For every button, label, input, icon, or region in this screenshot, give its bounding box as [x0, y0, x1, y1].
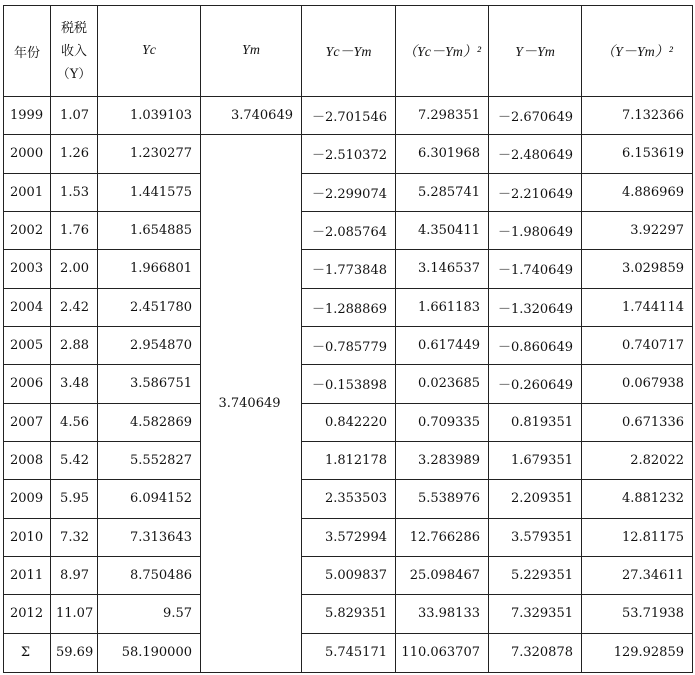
- cell-y-minus-ym-squared: 3.92297: [582, 211, 693, 249]
- cell-year: 2004: [4, 288, 51, 326]
- cell-y-minus-ym-squared: 0.671336: [582, 403, 693, 441]
- cell-tax-income: 1.53: [51, 173, 98, 211]
- cell-y-minus-ym: 3.579351: [489, 518, 582, 556]
- header-tax-line3: （Y）: [56, 66, 92, 82]
- table-row: [4, 518, 693, 556]
- cell-yc: 1.441575: [98, 173, 201, 211]
- cell-y-minus-ym-squared: 0.067938: [582, 365, 693, 403]
- table-row: [4, 365, 693, 403]
- cell-yc-minus-ym: －2.701546: [302, 97, 396, 135]
- table-row: [4, 135, 693, 173]
- cell-yc-minus-ym-squared: 12.766286: [396, 518, 489, 556]
- cell-y-minus-ym: 0.819351: [489, 403, 582, 441]
- cell-y-minus-ym: －2.670649: [489, 97, 582, 135]
- cell-tax-income: 3.48: [51, 365, 98, 403]
- cell-y-minus-ym-squared: 12.81175: [582, 518, 693, 556]
- cell-yc-minus-ym-squared: 1.661183: [396, 288, 489, 326]
- cell-tax-income: 2.88: [51, 326, 98, 364]
- cell-year: 1999: [4, 97, 51, 135]
- cell-y-minus-ym: －1.980649: [489, 211, 582, 249]
- cell-yc-minus-ym-squared: 0.617449: [396, 326, 489, 364]
- header-yc-minus-ym: Yc－Ym: [302, 6, 396, 97]
- header-yc-minus-ym-squared: （Yc－Ym）²: [396, 6, 489, 97]
- cell-yc-minus-ym: 3.572994: [302, 518, 396, 556]
- cell-ym-merged: 3.740649: [201, 135, 302, 673]
- header-y-minus-ym: Y－Ym: [489, 6, 582, 97]
- cell-yc: 2.451780: [98, 288, 201, 326]
- cell-yc-minus-ym: 5.829351: [302, 595, 396, 633]
- cell-sum-yc: 58.190000: [98, 633, 201, 672]
- cell-year: 2001: [4, 173, 51, 211]
- cell-yc-minus-ym-squared: 6.301968: [396, 135, 489, 173]
- cell-y-minus-ym-squared: 3.029859: [582, 250, 693, 288]
- cell-yc-minus-ym-squared: 3.146537: [396, 250, 489, 288]
- cell-yc-minus-ym-squared: 7.298351: [396, 97, 489, 135]
- cell-year: 2008: [4, 441, 51, 479]
- cell-sum-y-minus-ym-squared: 129.92859: [582, 633, 693, 672]
- header-yc: Yc: [98, 6, 201, 97]
- cell-y-minus-ym-squared: 2.82022: [582, 441, 693, 479]
- cell-y-minus-ym: 1.679351: [489, 441, 582, 479]
- header-tax-line1: 税税: [60, 20, 87, 36]
- cell-yc-minus-ym: 0.842220: [302, 403, 396, 441]
- cell-y-minus-ym-squared: 4.886969: [582, 173, 693, 211]
- cell-yc: 3.586751: [98, 365, 201, 403]
- header-y-minus-ym-squared: （Y－Ym）²: [582, 6, 693, 97]
- cell-yc-minus-ym: 5.009837: [302, 556, 396, 594]
- cell-year: 2011: [4, 556, 51, 594]
- cell-yc-minus-ym: －2.510372: [302, 135, 396, 173]
- table-row: [4, 97, 693, 135]
- cell-y-minus-ym-squared: 7.132366: [582, 97, 693, 135]
- cell-y-minus-ym-squared: 6.153619: [582, 135, 693, 173]
- cell-y-minus-ym: －0.260649: [489, 365, 582, 403]
- cell-y-minus-ym: 7.329351: [489, 595, 582, 633]
- cell-tax-income: 5.95: [51, 480, 98, 518]
- cell-yc-minus-ym: －1.288869: [302, 288, 396, 326]
- cell-yc-minus-ym: －1.773848: [302, 250, 396, 288]
- cell-sum-tax-income: 59.69: [51, 633, 98, 672]
- cell-yc-minus-ym-squared: 5.538976: [396, 480, 489, 518]
- cell-yc: 1.039103: [98, 97, 201, 135]
- table-row: [4, 480, 693, 518]
- cell-yc-minus-ym-squared: 0.709335: [396, 403, 489, 441]
- cell-yc: 6.094152: [98, 480, 201, 518]
- cell-year: 2003: [4, 250, 51, 288]
- table-row: [4, 441, 693, 479]
- cell-tax-income: 2.42: [51, 288, 98, 326]
- cell-y-minus-ym: 5.229351: [489, 556, 582, 594]
- cell-tax-income: 4.56: [51, 403, 98, 441]
- cell-yc: 5.552827: [98, 441, 201, 479]
- table-body: [4, 97, 693, 673]
- header-year: 年份: [4, 6, 51, 97]
- cell-yc-minus-ym: －2.085764: [302, 211, 396, 249]
- table-row: [4, 326, 693, 364]
- cell-yc-minus-ym-squared: 3.283989: [396, 441, 489, 479]
- cell-year: 2005: [4, 326, 51, 364]
- cell-ym: 3.740649: [201, 97, 302, 135]
- cell-y-minus-ym-squared: 53.71938: [582, 595, 693, 633]
- total-row: [4, 633, 693, 672]
- cell-sum-yc-minus-ym-squared: 110.063707: [396, 633, 489, 672]
- cell-sum-yc-minus-ym: 5.745171: [302, 633, 396, 672]
- cell-yc-minus-ym: －0.153898: [302, 365, 396, 403]
- table-row: [4, 250, 693, 288]
- table-row: [4, 403, 693, 441]
- cell-yc-minus-ym: －2.299074: [302, 173, 396, 211]
- cell-yc-minus-ym: 1.812178: [302, 441, 396, 479]
- cell-sum-label: Σ: [4, 633, 51, 672]
- table-row: [4, 288, 693, 326]
- cell-tax-income: 2.00: [51, 250, 98, 288]
- cell-year: 2000: [4, 135, 51, 173]
- cell-y-minus-ym-squared: 27.34611: [582, 556, 693, 594]
- cell-year: 2007: [4, 403, 51, 441]
- cell-yc-minus-ym-squared: 33.98133: [396, 595, 489, 633]
- cell-yc: 1.966801: [98, 250, 201, 288]
- header-tax-line2: 收入: [60, 43, 87, 59]
- cell-y-minus-ym-squared: 4.881232: [582, 480, 693, 518]
- data-table: [3, 5, 693, 673]
- cell-yc: 1.230277: [98, 135, 201, 173]
- cell-tax-income: 7.32: [51, 518, 98, 556]
- cell-sum-y-minus-ym: 7.320878: [489, 633, 582, 672]
- cell-y-minus-ym: －2.480649: [489, 135, 582, 173]
- cell-y-minus-ym: －1.740649: [489, 250, 582, 288]
- cell-tax-income: 1.07: [51, 97, 98, 135]
- cell-year: 2009: [4, 480, 51, 518]
- header-row: [4, 6, 693, 97]
- cell-tax-income: 5.42: [51, 441, 98, 479]
- cell-year: 2002: [4, 211, 51, 249]
- header-tax-income: [51, 6, 98, 97]
- cell-yc-minus-ym-squared: 0.023685: [396, 365, 489, 403]
- table-row: [4, 211, 693, 249]
- cell-y-minus-ym: －1.320649: [489, 288, 582, 326]
- cell-y-minus-ym: －0.860649: [489, 326, 582, 364]
- cell-year: 2010: [4, 518, 51, 556]
- cell-year: 2006: [4, 365, 51, 403]
- cell-yc-minus-ym: 2.353503: [302, 480, 396, 518]
- header-ym: Ym: [201, 6, 302, 97]
- cell-yc-minus-ym-squared: 5.285741: [396, 173, 489, 211]
- table-row: [4, 556, 693, 594]
- cell-tax-income: 8.97: [51, 556, 98, 594]
- cell-yc-minus-ym-squared: 4.350411: [396, 211, 489, 249]
- table-row: [4, 173, 693, 211]
- cell-tax-income: 11.07: [51, 595, 98, 633]
- cell-tax-income: 1.26: [51, 135, 98, 173]
- cell-yc-minus-ym-squared: 25.098467: [396, 556, 489, 594]
- cell-yc: 1.654885: [98, 211, 201, 249]
- table-row: [4, 595, 693, 633]
- cell-yc: 8.750486: [98, 556, 201, 594]
- cell-y-minus-ym-squared: 0.740717: [582, 326, 693, 364]
- cell-y-minus-ym-squared: 1.744114: [582, 288, 693, 326]
- cell-year: 2012: [4, 595, 51, 633]
- cell-y-minus-ym: －2.210649: [489, 173, 582, 211]
- cell-yc-minus-ym: －0.785779: [302, 326, 396, 364]
- cell-yc: 4.582869: [98, 403, 201, 441]
- cell-yc: 9.57: [98, 595, 201, 633]
- cell-yc: 7.313643: [98, 518, 201, 556]
- cell-yc: 2.954870: [98, 326, 201, 364]
- cell-tax-income: 1.76: [51, 211, 98, 249]
- cell-y-minus-ym: 2.209351: [489, 480, 582, 518]
